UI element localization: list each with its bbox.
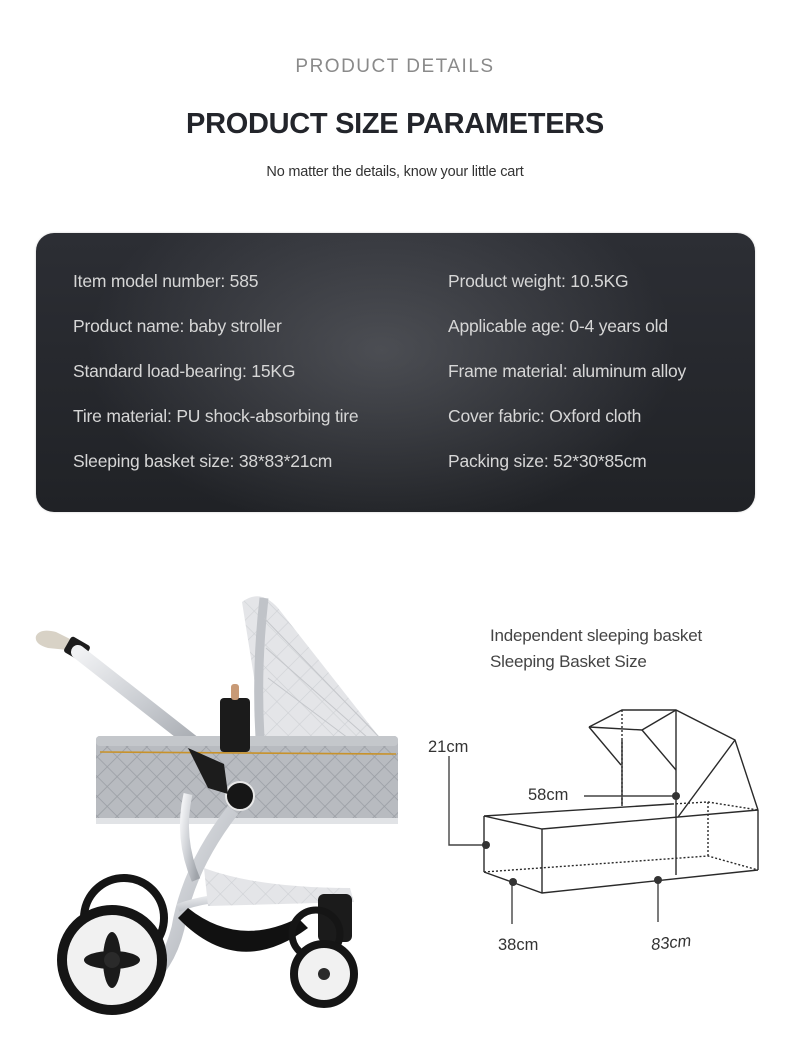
basket-dimension-diagram — [420, 700, 780, 990]
spec-tire-material: Tire material: PU shock-absorbing tire — [73, 406, 359, 426]
spec-model-number: Item model number: 585 — [73, 271, 259, 291]
dimension-height-label: 21cm — [428, 738, 469, 756]
spec-weight: Product weight: 10.5KG — [448, 271, 629, 291]
section-eyebrow: PRODUCT DETAILS — [295, 56, 495, 77]
spec-applicable-age: Applicable age: 0-4 years old — [448, 316, 668, 336]
spec-basket-size: Sleeping basket size: 38*83*21cm — [73, 451, 333, 471]
basket-caption — [490, 623, 702, 675]
spec-column-right — [448, 268, 686, 493]
spec-frame-material: Frame material: aluminum alloy — [448, 361, 687, 381]
dimension-length-label: 83cm — [650, 931, 693, 955]
page-title: PRODUCT SIZE PARAMETERS — [186, 108, 604, 140]
basket-caption-line1: Independent sleeping basket — [490, 626, 702, 645]
stroller-image — [28, 588, 408, 1020]
spec-load-bearing: Standard load-bearing: 15KG — [73, 361, 296, 381]
dimension-canopy-label: 58cm — [528, 786, 569, 804]
spec-column-left — [73, 268, 358, 493]
page-subtitle: No matter the details, know your little cart — [266, 164, 524, 180]
spec-product-name: Product name: baby stroller — [73, 316, 282, 336]
spec-panel — [36, 233, 755, 512]
spec-cover-fabric: Cover fabric: Oxford cloth — [448, 406, 642, 426]
dimension-width-label: 38cm — [498, 936, 539, 954]
basket-caption-line2: Sleeping Basket Size — [490, 652, 647, 671]
spec-packing-size: Packing size: 52*30*85cm — [448, 451, 647, 471]
